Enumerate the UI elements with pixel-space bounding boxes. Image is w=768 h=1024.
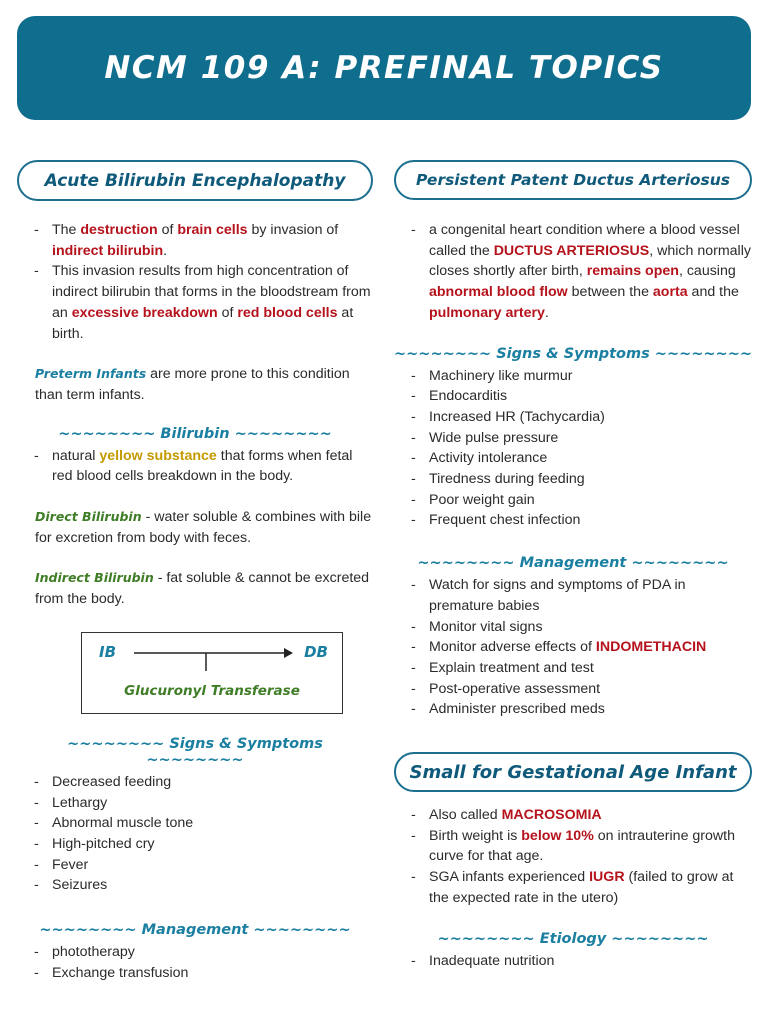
pda-intro-list <box>394 220 752 324</box>
list-item: - Fever <box>17 855 373 876</box>
list-item: - Birth weight is below 10% on intrauterine growth curve for that age. <box>394 826 752 867</box>
list-item: - SGA infants experienced IUGR (failed to grow at the expected rate in the utero) <box>394 867 752 908</box>
indirect-bilirubin-note: Indirect Bilirubin - fat soluble & cannot be excreted from the body. <box>35 570 370 608</box>
abe-management-heading: ~~~~~~~~ Management ~~~~~~~~ <box>39 922 351 939</box>
list-item: - Poor weight gain <box>394 490 752 511</box>
direct-bilirubin-note: Direct Bilirubin - water soluble & combines with bile for excretion from body with feces. <box>35 509 372 546</box>
list-item: - The destruction of brain cells by invasion of indirect bilirubin. <box>17 220 373 261</box>
right-column <box>394 160 752 971</box>
list-item: - Decreased feeding <box>17 772 373 793</box>
page-title: NCM 109 A: PREFINAL TOPICS <box>104 50 664 86</box>
list-item: - Lethargy <box>17 793 373 814</box>
abe-intro-list <box>17 220 373 344</box>
list-item: - High-pitched cry <box>17 834 373 855</box>
section-heading-abe: Acute Bilirubin Encephalopathy <box>17 160 373 201</box>
list-item: - Post-operative assessment <box>394 679 752 700</box>
title-banner <box>17 16 751 120</box>
list-item: - Monitor adverse effects of INDOMETHACIN <box>394 637 752 658</box>
list-item: - Endocarditis <box>394 386 752 407</box>
list-item: - Abnormal muscle tone <box>17 813 373 834</box>
abe-management-list <box>17 942 373 983</box>
sga-etiology-list <box>394 951 752 972</box>
list-item: - Tiredness during feeding <box>394 469 752 490</box>
list-item: - Explain treatment and test <box>394 658 752 679</box>
bilirubin-heading: ~~~~~~~~ Bilirubin ~~~~~~~~ <box>58 425 332 442</box>
diagram-ib-label: IB <box>99 642 117 661</box>
list-item: - Watch for signs and symptoms of PDA in premature babies <box>394 575 752 616</box>
section-heading-pda: Persistent Patent Ductus Arteriosus <box>394 160 752 200</box>
list-item: - Increased HR (Tachycardia) <box>394 407 752 428</box>
preterm-note: Preterm Infants are more prone to this condition than term infants. <box>35 366 350 403</box>
section-heading-sga: Small for Gestational Age Infant <box>394 752 752 792</box>
pda-signs-heading: ~~~~~~~~ Signs & Symptoms ~~~~~~~~ <box>394 345 752 362</box>
diagram-db-label: DB <box>304 642 328 661</box>
pda-management-list <box>394 575 752 720</box>
list-item: - Exchange transfusion <box>17 963 373 984</box>
list-item: - phototherapy <box>17 942 373 963</box>
list-item: - Also called MACROSOMIA <box>394 805 752 826</box>
list-item: - Administer prescribed meds <box>394 699 752 720</box>
pda-signs-list <box>394 366 752 532</box>
list-item: - Monitor vital signs <box>394 617 752 638</box>
bilirubin-conversion-diagram <box>81 632 343 714</box>
list-item: - Frequent chest infection <box>394 510 752 531</box>
list-item: - Activity intolerance <box>394 448 752 469</box>
bilirubin-list <box>17 446 373 487</box>
abe-signs-heading: ~~~~~~~~ Signs & Symptoms ~~~~~~~~ <box>67 735 323 768</box>
left-column <box>17 160 373 983</box>
abe-signs-list <box>17 772 373 896</box>
list-item: - This invasion results from high concentration of indirect bilirubin that forms in the bloodstream from an excessive breakdown of red blood cells at birth. <box>17 261 373 344</box>
list-item: - Machinery like murmur <box>394 366 752 387</box>
pda-management-heading: ~~~~~~~~ Management ~~~~~~~~ <box>417 555 729 572</box>
sga-etiology-heading: ~~~~~~~~ Etiology ~~~~~~~~ <box>437 930 709 947</box>
list-item: - natural yellow substance that forms when fetal red blood cells breakdown in the body. <box>17 446 373 487</box>
list-item: - Seizures <box>17 875 373 896</box>
list-item: - Wide pulse pressure <box>394 428 752 449</box>
sga-list <box>394 805 752 909</box>
diagram-enzyme-label: Glucuronyl Transferase <box>124 682 300 699</box>
list-item: - a congenital heart condition where a blood vessel called the DUCTUS ARTERIOSUS, which normally closes shortly after birth, remains open, causing abnormal blood flow between the aorta and the pulmonary artery. <box>394 220 752 324</box>
list-item: - Inadequate nutrition <box>394 951 752 972</box>
